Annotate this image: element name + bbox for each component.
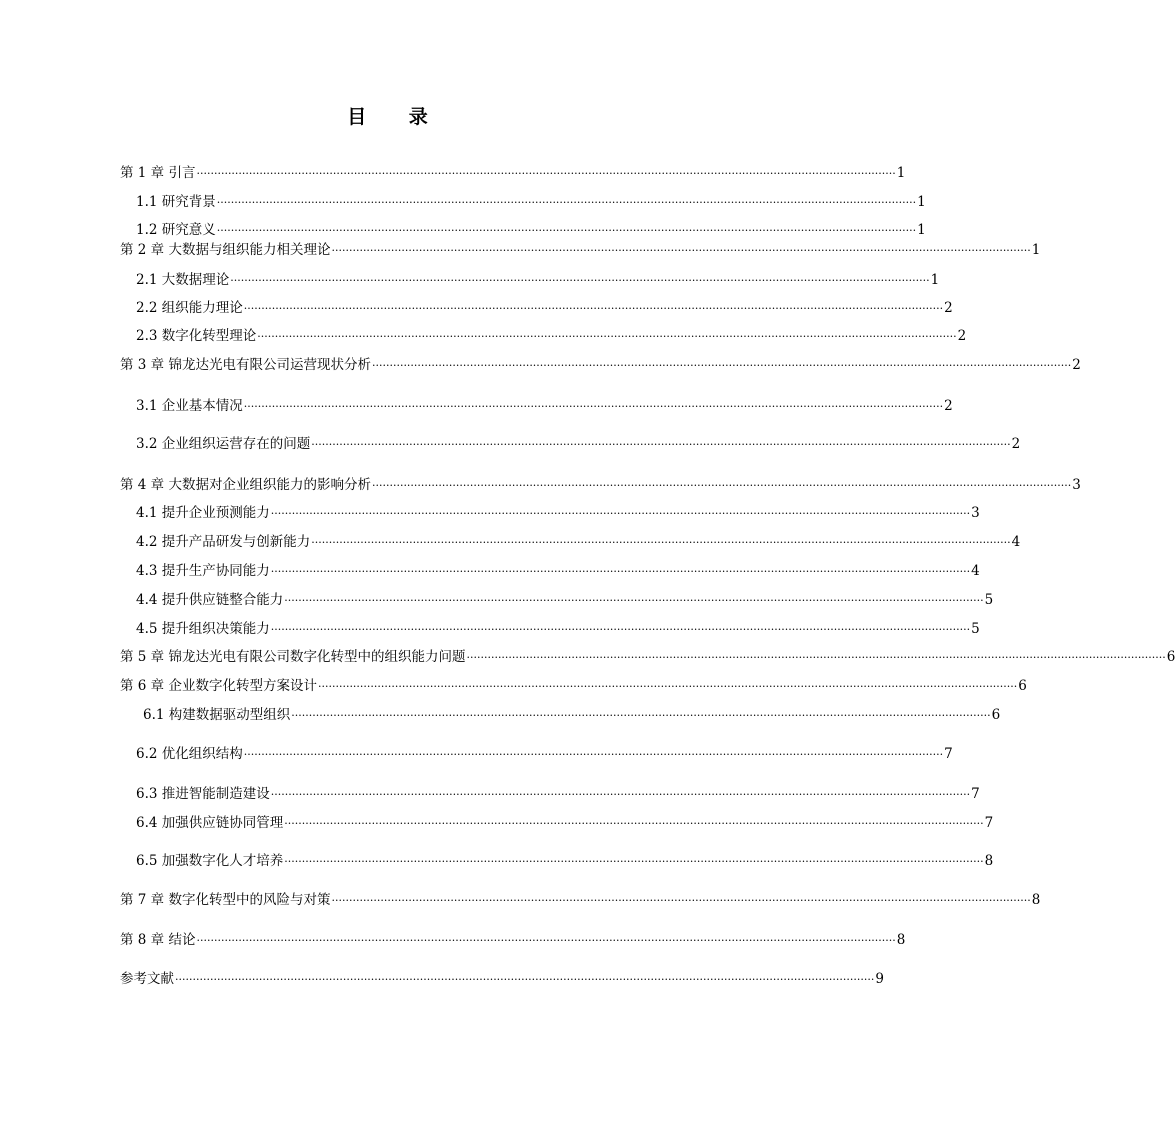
toc-page-number: 2 — [944, 300, 953, 316]
toc-entry-6-3[interactable] — [136, 784, 980, 804]
toc-entry-label: 第 6 章 企业数字化转型方案设计 — [120, 678, 317, 694]
toc-entry-label: 2.3 数字化转型理论 — [136, 328, 257, 344]
leader-dots: ········································································································································································································ — [230, 274, 930, 287]
toc-entry-ch4[interactable] — [120, 475, 1081, 495]
toc-entry-label: 第 5 章 锦龙达光电有限公司数字化转型中的组织能力问题 — [120, 649, 466, 665]
toc-entry-6-4[interactable] — [136, 813, 994, 833]
toc-entry-ch2[interactable] — [120, 240, 1041, 260]
toc-entry-label: 第 2 章 大数据与组织能力相关理论 — [120, 242, 331, 258]
leader-dots: ········································································································································································································ — [243, 748, 944, 761]
leader-dots: ········································································································································································································ — [216, 224, 917, 237]
toc-entry-label: 6.1 构建数据驱动型组织 — [143, 707, 291, 723]
toc-entry-label: 参考文献 — [120, 971, 174, 987]
toc-entry-label: 6.4 加强供应链协同管理 — [136, 815, 284, 831]
toc-page-number: 4 — [971, 563, 980, 579]
toc-entry-6-5[interactable] — [136, 851, 994, 871]
leader-dots: ········································································································································································································ — [196, 934, 896, 947]
toc-page-number: 2 — [944, 398, 953, 414]
toc-page-number: 6 — [991, 707, 1001, 723]
toc-entry-label: 6.5 加强数字化人才培养 — [136, 853, 284, 869]
leader-dots: ········································································································································································································ — [270, 623, 971, 636]
toc-entry-label: 2.1 大数据理论 — [136, 272, 230, 288]
toc-entry-label: 4.3 提升生产协同能力 — [136, 563, 270, 579]
toc-page-number: 8 — [1031, 892, 1041, 908]
toc-page-number: 2 — [1072, 357, 1081, 373]
toc-entry-1-1[interactable] — [136, 192, 926, 212]
leader-dots: ········································································································································································································ — [270, 788, 971, 801]
page-title: 目 录 — [347, 106, 446, 128]
toc-entry-ch7[interactable] — [120, 890, 1041, 910]
toc-page-number: 6 — [1018, 678, 1027, 694]
leader-dots: ········································································································································································································ — [243, 302, 944, 315]
toc-entry-label: 第 3 章 锦龙达光电有限公司运营现状分析 — [120, 357, 371, 373]
toc-page-number: 6 — [1166, 649, 1175, 665]
toc-entry-label: 4.5 提升组织决策能力 — [136, 621, 270, 637]
toc-entry-4-2[interactable] — [136, 532, 1021, 552]
toc-entry-6-1[interactable] — [143, 705, 1001, 725]
toc-entry-4-3[interactable] — [136, 561, 980, 581]
toc-entry-1-2[interactable] — [136, 220, 926, 240]
leader-dots: ········································································································································································································ — [371, 359, 1072, 372]
toc-entry-3-1[interactable] — [136, 396, 953, 416]
toc-entry-ch5[interactable] — [120, 647, 1175, 667]
toc-page-number: 5 — [971, 621, 980, 637]
leader-dots: ········································································································································································································ — [317, 680, 1018, 693]
leader-dots: ········································································································································································································ — [270, 565, 971, 578]
leader-dots: ········································································································································································································ — [175, 973, 875, 986]
leader-dots: ········································································································································································································ — [371, 479, 1072, 492]
leader-dots: ········································································································································································································ — [284, 855, 984, 868]
toc-entry-3-2[interactable] — [136, 434, 1021, 454]
leader-dots: ········································································································································································································ — [243, 400, 944, 413]
toc-entry-label: 1.2 研究意义 — [136, 222, 216, 238]
toc-entry-label: 6.2 优化组织结构 — [136, 746, 243, 762]
toc-page-number: 8 — [984, 853, 994, 869]
toc-entry-label: 第 7 章 数字化转型中的风险与对策 — [120, 892, 331, 908]
toc-entry-2-2[interactable] — [136, 298, 953, 318]
toc-page-number: 2 — [1011, 436, 1021, 452]
toc-page-number: 7 — [984, 815, 994, 831]
leader-dots: ········································································································································································································ — [291, 709, 991, 722]
toc-page-number: 1 — [896, 165, 906, 181]
toc-entry-label: 2.2 组织能力理论 — [136, 300, 243, 316]
toc-page-number: 1 — [1031, 242, 1041, 258]
toc-entry-label: 3.2 企业组织运营存在的问题 — [136, 436, 311, 452]
toc-entry-6-2[interactable] — [136, 744, 953, 764]
leader-dots: ········································································································································································································ — [311, 438, 1011, 451]
toc-entry-label: 第 8 章 结论 — [120, 932, 196, 948]
toc-entry-label: 6.3 推进智能制造建设 — [136, 786, 270, 802]
toc-entry-label: 4.2 提升产品研发与创新能力 — [136, 534, 311, 550]
toc-entry-ch1[interactable] — [120, 163, 906, 183]
leader-dots: ········································································································································································································ — [284, 817, 984, 830]
toc-entry-ch8[interactable] — [120, 930, 906, 950]
toc-page-number: 1 — [917, 194, 926, 210]
leader-dots: ········································································································································································································ — [216, 196, 917, 209]
toc-entry-label: 4.1 提升企业预测能力 — [136, 505, 270, 521]
toc-page-number: 7 — [944, 746, 953, 762]
toc-page-number: 8 — [896, 932, 906, 948]
toc-entry-references[interactable] — [120, 969, 884, 989]
leader-dots: ········································································································································································································ — [257, 330, 957, 343]
leader-dots: ········································································································································································································ — [331, 894, 1031, 907]
toc-entry-label: 4.4 提升供应链整合能力 — [136, 592, 284, 608]
toc-page-number: 4 — [1011, 534, 1021, 550]
toc-page-number: 3 — [971, 505, 980, 521]
toc-page-number: 3 — [1072, 477, 1081, 493]
toc-entry-ch3[interactable] — [120, 355, 1081, 375]
toc-entry-label: 1.1 研究背景 — [136, 194, 216, 210]
toc-entry-ch6[interactable] — [120, 676, 1027, 696]
toc-page-number: 9 — [875, 971, 884, 987]
toc-page-number: 1 — [917, 222, 926, 238]
toc-entry-label: 3.1 企业基本情况 — [136, 398, 243, 414]
toc-entry-label: 第 4 章 大数据对企业组织能力的影响分析 — [120, 477, 371, 493]
toc-entry-2-3[interactable] — [136, 326, 967, 346]
toc-entry-label: 第 1 章 引言 — [120, 165, 196, 181]
toc-page-number: 5 — [984, 592, 994, 608]
leader-dots: ········································································································································································································ — [311, 536, 1011, 549]
toc-entry-4-1[interactable] — [136, 503, 980, 523]
leader-dots: ········································································································································································································ — [331, 244, 1031, 257]
leader-dots: ········································································································································································································ — [466, 651, 1166, 664]
toc-entry-4-4[interactable] — [136, 590, 994, 610]
toc-entry-2-1[interactable] — [136, 270, 940, 290]
leader-dots: ········································································································································································································ — [270, 507, 971, 520]
toc-page-number: 1 — [930, 272, 940, 288]
toc-entry-4-5[interactable] — [136, 619, 980, 639]
toc-page-number: 7 — [971, 786, 980, 802]
leader-dots: ········································································································································································································ — [284, 594, 984, 607]
leader-dots: ········································································································································································································ — [196, 167, 896, 180]
toc-page-number: 2 — [957, 328, 967, 344]
